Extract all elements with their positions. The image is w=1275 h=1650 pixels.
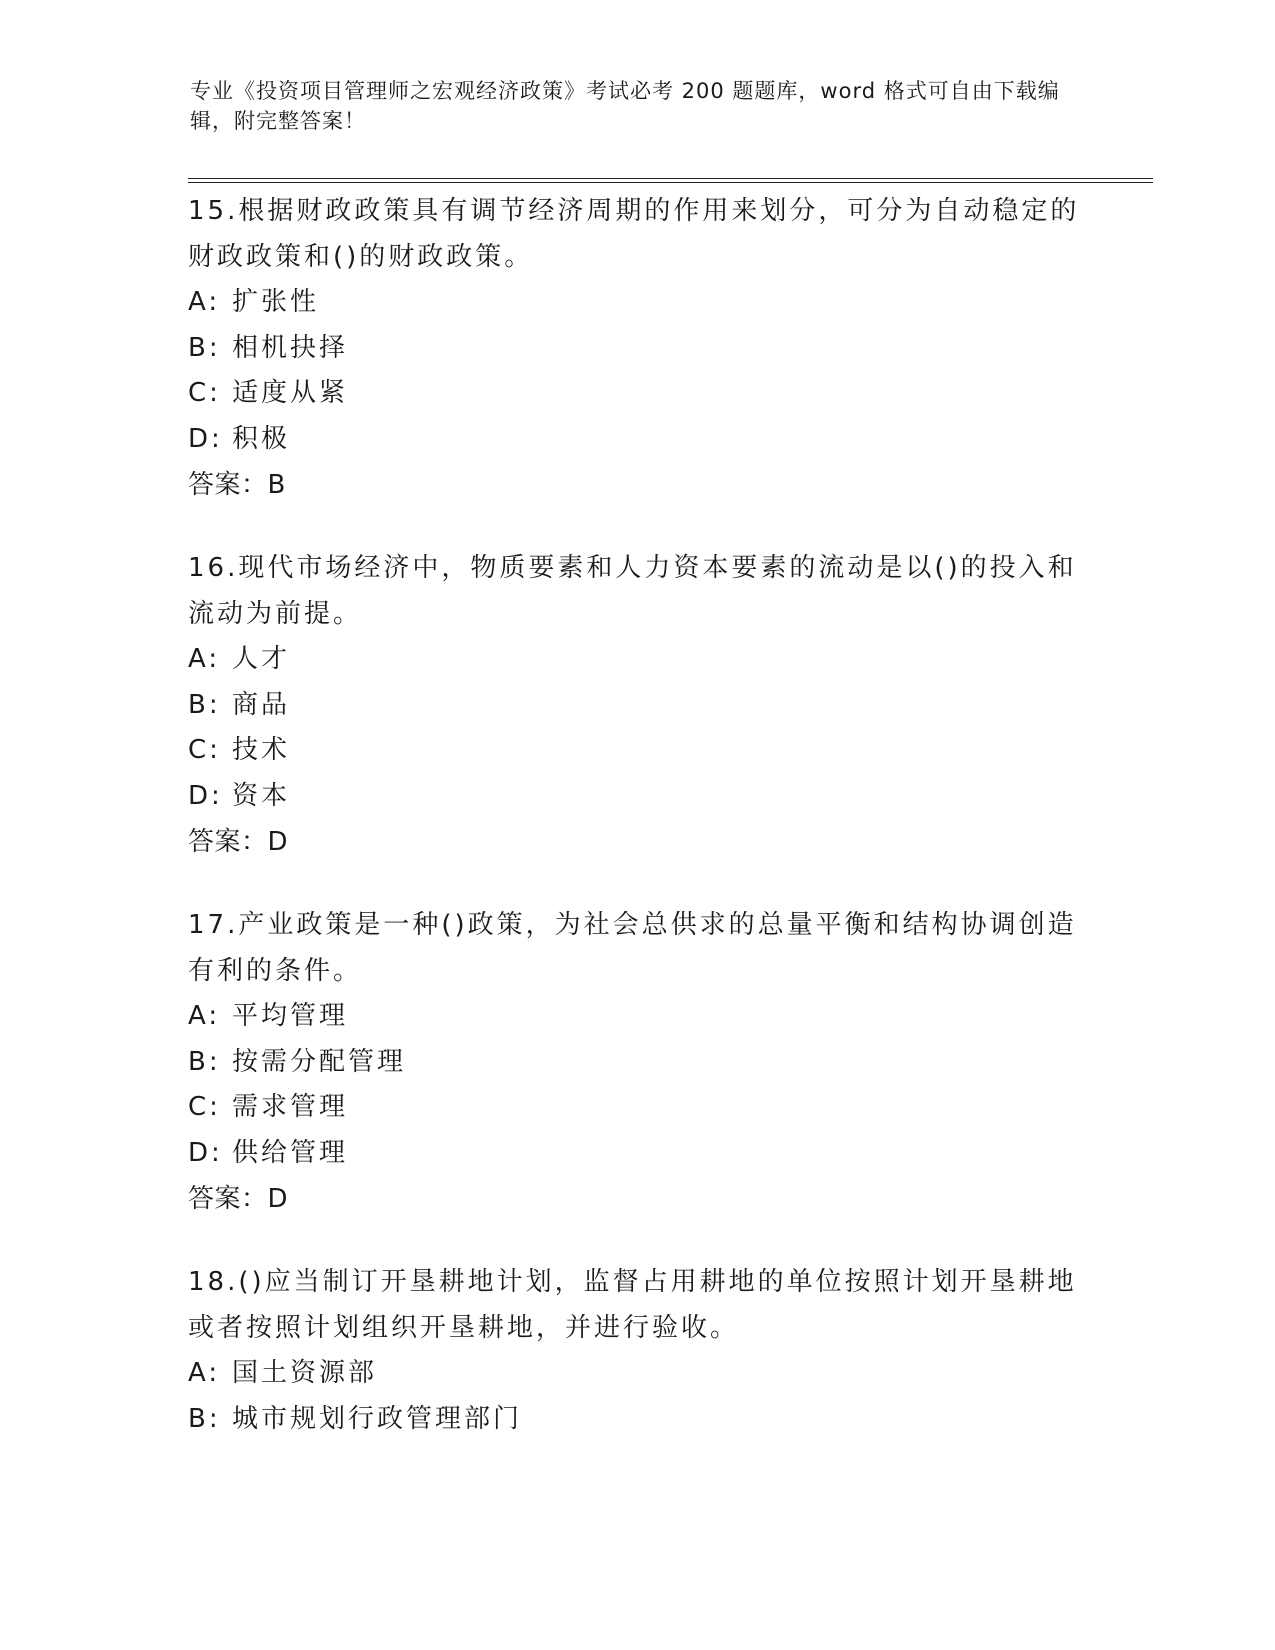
option-letter: C: (188, 378, 221, 408)
answer: 答案：D (188, 827, 289, 857)
header-divider-bottom (188, 182, 1153, 183)
option-letter: A: (188, 1001, 221, 1031)
option-letter: D: (188, 780, 223, 811)
option-letter: C: (188, 735, 221, 765)
option-text: 按需分配管理 (232, 1046, 407, 1077)
option-letter: B: (188, 689, 221, 720)
option-letter: D: (188, 1137, 223, 1168)
option-d (188, 1131, 1088, 1177)
option-letter: B: (188, 1403, 221, 1434)
option-b (188, 1397, 1088, 1443)
option-a (188, 280, 1088, 326)
option-text: 扩张性 (232, 287, 320, 317)
question-stem: 18.()应当制订开垦耕地计划，监督占用耕地的单位按照计划开垦耕地或者按照计划组织开垦耕地，并进行验收。 (188, 1267, 1077, 1343)
option-text: 需求管理 (232, 1092, 349, 1122)
option-text: 国土资源部 (232, 1358, 378, 1388)
option-c (188, 1085, 1088, 1131)
question-17 (188, 902, 1088, 1222)
answer: 答案：B (188, 470, 286, 500)
option-text: 适度从紧 (232, 378, 349, 408)
option-letter: A: (188, 1358, 221, 1388)
option-text: 供给管理 (232, 1137, 349, 1168)
question-list (188, 188, 1088, 1479)
option-text: 相机抉择 (232, 332, 349, 363)
option-text: 城市规划行政管理部门 (232, 1403, 523, 1434)
option-b (188, 1040, 1088, 1086)
option-text: 技术 (232, 735, 291, 765)
question-stem: 17.产业政策是一种()政策，为社会总供求的总量平衡和结构协调创造有利的条件。 (188, 910, 1077, 986)
question-stem: 16.现代市场经济中，物质要素和人力资本要素的流动是以()的投入和流动为前提。 (188, 553, 1077, 629)
option-d (188, 774, 1088, 820)
option-b (188, 326, 1088, 372)
document-header: 专业《投资项目管理师之宏观经济政策》考试必考 200 题题库，word 格式可自由下载编辑，附完整答案！ (190, 79, 1060, 133)
question-18 (188, 1259, 1088, 1442)
option-text: 资本 (232, 780, 291, 811)
option-d (188, 417, 1088, 463)
option-letter: C: (188, 1092, 221, 1122)
option-text: 商品 (232, 689, 291, 720)
option-letter: B: (188, 1046, 221, 1077)
option-text: 人才 (232, 644, 291, 674)
option-c (188, 371, 1088, 417)
option-letter: A: (188, 287, 221, 317)
option-a (188, 637, 1088, 683)
option-text: 平均管理 (232, 1001, 349, 1031)
answer: 答案：D (188, 1184, 289, 1214)
option-a (188, 994, 1088, 1040)
question-15 (188, 188, 1088, 508)
option-letter: B: (188, 332, 221, 363)
option-c (188, 728, 1088, 774)
option-letter: D: (188, 423, 223, 454)
option-a (188, 1351, 1088, 1397)
option-letter: A: (188, 644, 221, 674)
option-text: 积极 (232, 423, 291, 454)
option-b (188, 683, 1088, 729)
question-stem: 15.根据财政政策具有调节经济周期的作用来划分，可分为自动稳定的财政政策和()的财政政策。 (188, 196, 1080, 272)
header-divider-top (188, 178, 1153, 179)
question-16 (188, 545, 1088, 865)
